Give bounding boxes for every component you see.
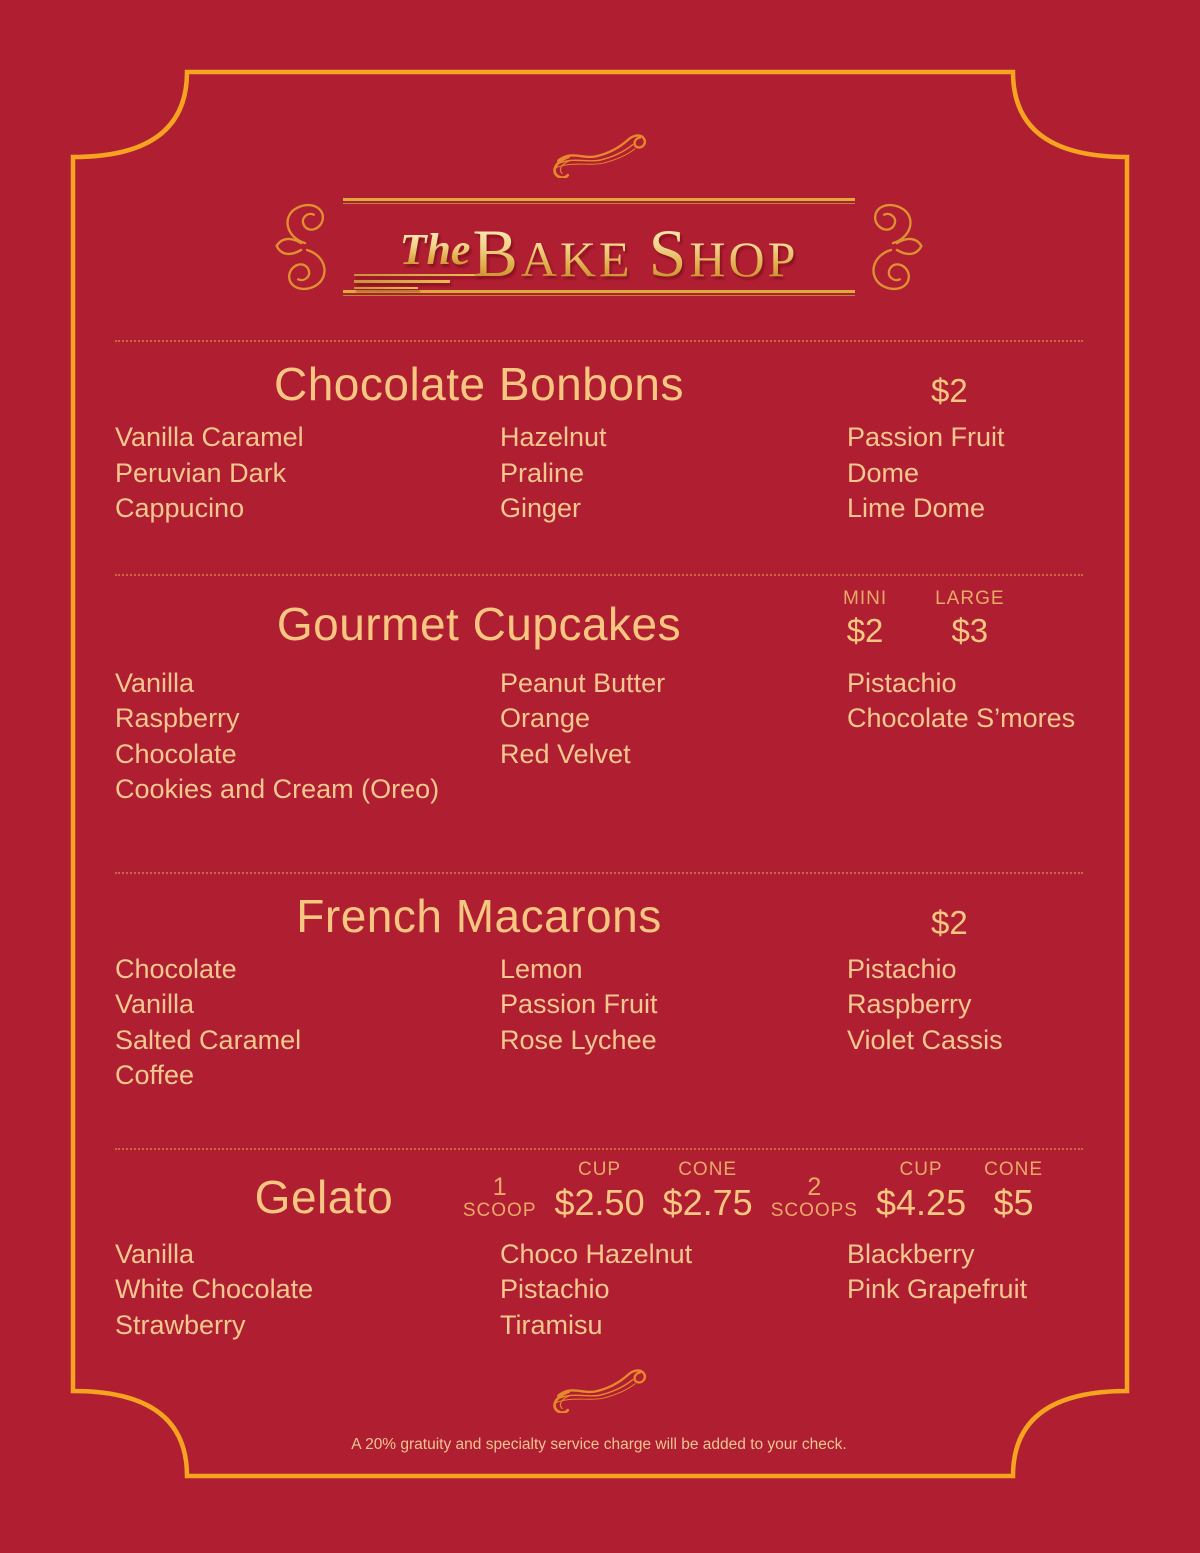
menu-item: Violet Cassis bbox=[847, 1024, 1003, 1055]
item-column bbox=[847, 420, 1083, 527]
menu-item: Tiramisu bbox=[500, 1309, 603, 1340]
dotted-separator bbox=[115, 872, 1083, 874]
menu-item: Blackberry bbox=[847, 1238, 975, 1269]
price-label: CONE bbox=[984, 1158, 1043, 1180]
item-column bbox=[500, 666, 847, 808]
cup-price bbox=[555, 1158, 645, 1223]
cone-price bbox=[663, 1158, 753, 1223]
menu-item: Vanilla bbox=[115, 667, 195, 698]
menu-item: Raspberry bbox=[847, 989, 972, 1019]
section-title: French Macarons bbox=[296, 889, 662, 942]
menu-item: Choco Hazelnut bbox=[500, 1238, 693, 1269]
menu-item: Chocolate bbox=[115, 738, 237, 769]
menu-page bbox=[115, 0, 1083, 1455]
speed-lines-icon bbox=[354, 270, 484, 290]
item-column bbox=[115, 1237, 500, 1344]
scroll-ornament-icon bbox=[271, 198, 343, 296]
menu-item: Peruvian Dark bbox=[115, 457, 287, 488]
logo-title: BAKE SHOP bbox=[472, 215, 799, 292]
item-column bbox=[500, 1237, 847, 1344]
menu-item: Praline bbox=[500, 457, 585, 488]
logo bbox=[115, 198, 1083, 296]
dotted-separator bbox=[115, 574, 1083, 576]
menu-item: Pistachio bbox=[500, 1274, 610, 1304]
price-value: $5 bbox=[993, 1181, 1034, 1223]
scroll-ornament-icon bbox=[855, 198, 927, 296]
menu-item: Red Velvet bbox=[500, 738, 631, 769]
scoop-label: SCOOP bbox=[462, 1199, 537, 1221]
menu-item: Salted Caramel bbox=[115, 1024, 302, 1055]
item-column bbox=[847, 666, 1083, 808]
scoop-count bbox=[770, 1172, 858, 1223]
menu-item: Cappucino bbox=[115, 493, 245, 523]
menu-item: Cookies and Cream (Oreo) bbox=[115, 774, 440, 804]
gelato-pricing bbox=[463, 1158, 1043, 1223]
item-grid bbox=[115, 420, 1083, 527]
item-grid bbox=[115, 666, 1083, 808]
menu-item: Orange bbox=[500, 703, 591, 733]
price-value: $2.50 bbox=[554, 1181, 645, 1223]
item-column bbox=[500, 952, 847, 1094]
menu-item: Vanilla bbox=[115, 1238, 195, 1269]
menu-item: Pistachio bbox=[847, 667, 957, 698]
section-price-block bbox=[843, 904, 1083, 942]
menu-item: Coffee bbox=[115, 1060, 195, 1090]
menu-item: Peanut Butter bbox=[500, 667, 666, 698]
tier-label: LARGE bbox=[935, 587, 1005, 609]
price-tier-large bbox=[935, 588, 1004, 650]
swirl-flourish-icon bbox=[547, 126, 651, 178]
footer-note: A 20% gratuity and specialty service charge will be added to your check. bbox=[351, 1436, 847, 1453]
menu-item: Vanilla Caramel bbox=[115, 422, 304, 452]
scoop-num: 1 bbox=[492, 1172, 507, 1201]
section-title: Chocolate Bonbons bbox=[273, 358, 684, 410]
menu-item: Lemon bbox=[500, 953, 583, 984]
price-value: $4.25 bbox=[876, 1181, 967, 1223]
swirl-flourish-icon bbox=[547, 1361, 651, 1413]
tier-price: $2 bbox=[846, 611, 884, 649]
cup-price bbox=[876, 1158, 966, 1223]
menu-item: Hazelnut bbox=[500, 422, 607, 452]
logo-the: The bbox=[400, 228, 471, 272]
scoop-label: SCOOPS bbox=[770, 1199, 858, 1221]
section-price: $2 bbox=[931, 372, 968, 409]
logo-plaque bbox=[343, 198, 855, 296]
logo-text bbox=[343, 204, 855, 290]
menu-item: Ginger bbox=[500, 493, 582, 523]
menu-item: Passion Fruit bbox=[500, 989, 658, 1019]
item-grid bbox=[115, 952, 1083, 1094]
tier-label: MINI bbox=[843, 587, 888, 609]
item-grid bbox=[115, 1237, 1083, 1344]
cone-price bbox=[984, 1158, 1043, 1223]
item-column bbox=[115, 666, 500, 808]
logo-bottom-rule bbox=[343, 290, 855, 296]
section-gelato bbox=[115, 1158, 1083, 1344]
menu-item: Vanilla bbox=[115, 989, 195, 1019]
section-title: Gourmet Cupcakes bbox=[276, 597, 682, 650]
item-column bbox=[500, 420, 847, 527]
price-value: $2.75 bbox=[662, 1181, 753, 1223]
price-label: CUP bbox=[577, 1158, 622, 1180]
section-title: Gelato bbox=[254, 1170, 394, 1223]
dotted-separator bbox=[115, 340, 1083, 342]
menu-item: Raspberry bbox=[115, 703, 240, 733]
menu-item: Chocolate S’mores bbox=[847, 703, 1076, 733]
menu-item: Pink Grapefruit bbox=[847, 1274, 1028, 1304]
item-column bbox=[115, 420, 500, 527]
menu-item: Passion Fruit Dome bbox=[847, 422, 1005, 488]
menu-item: Pistachio bbox=[847, 953, 957, 984]
item-column bbox=[847, 952, 1083, 1094]
section-french-macarons bbox=[115, 890, 1083, 1094]
section-chocolate-bonbons bbox=[115, 358, 1083, 527]
price-label: CONE bbox=[678, 1158, 738, 1180]
menu-item: Strawberry bbox=[115, 1309, 246, 1340]
price-label: CUP bbox=[899, 1158, 943, 1180]
scoop-num: 2 bbox=[807, 1172, 822, 1201]
price-tier-mini bbox=[843, 588, 887, 650]
section-price: $2 bbox=[931, 903, 968, 941]
dotted-separator bbox=[115, 1148, 1083, 1150]
tier-price: $3 bbox=[951, 611, 989, 649]
menu-item: Chocolate bbox=[115, 953, 237, 984]
section-price-block bbox=[843, 372, 1083, 410]
menu-item: White Chocolate bbox=[115, 1274, 314, 1304]
price-tiers bbox=[843, 588, 1083, 650]
item-column bbox=[115, 952, 500, 1094]
menu-item: Rose Lychee bbox=[500, 1024, 657, 1055]
menu-item: Lime Dome bbox=[847, 493, 986, 523]
scoop-count bbox=[462, 1172, 537, 1223]
item-column bbox=[847, 1237, 1083, 1344]
section-gourmet-cupcakes bbox=[115, 588, 1083, 808]
